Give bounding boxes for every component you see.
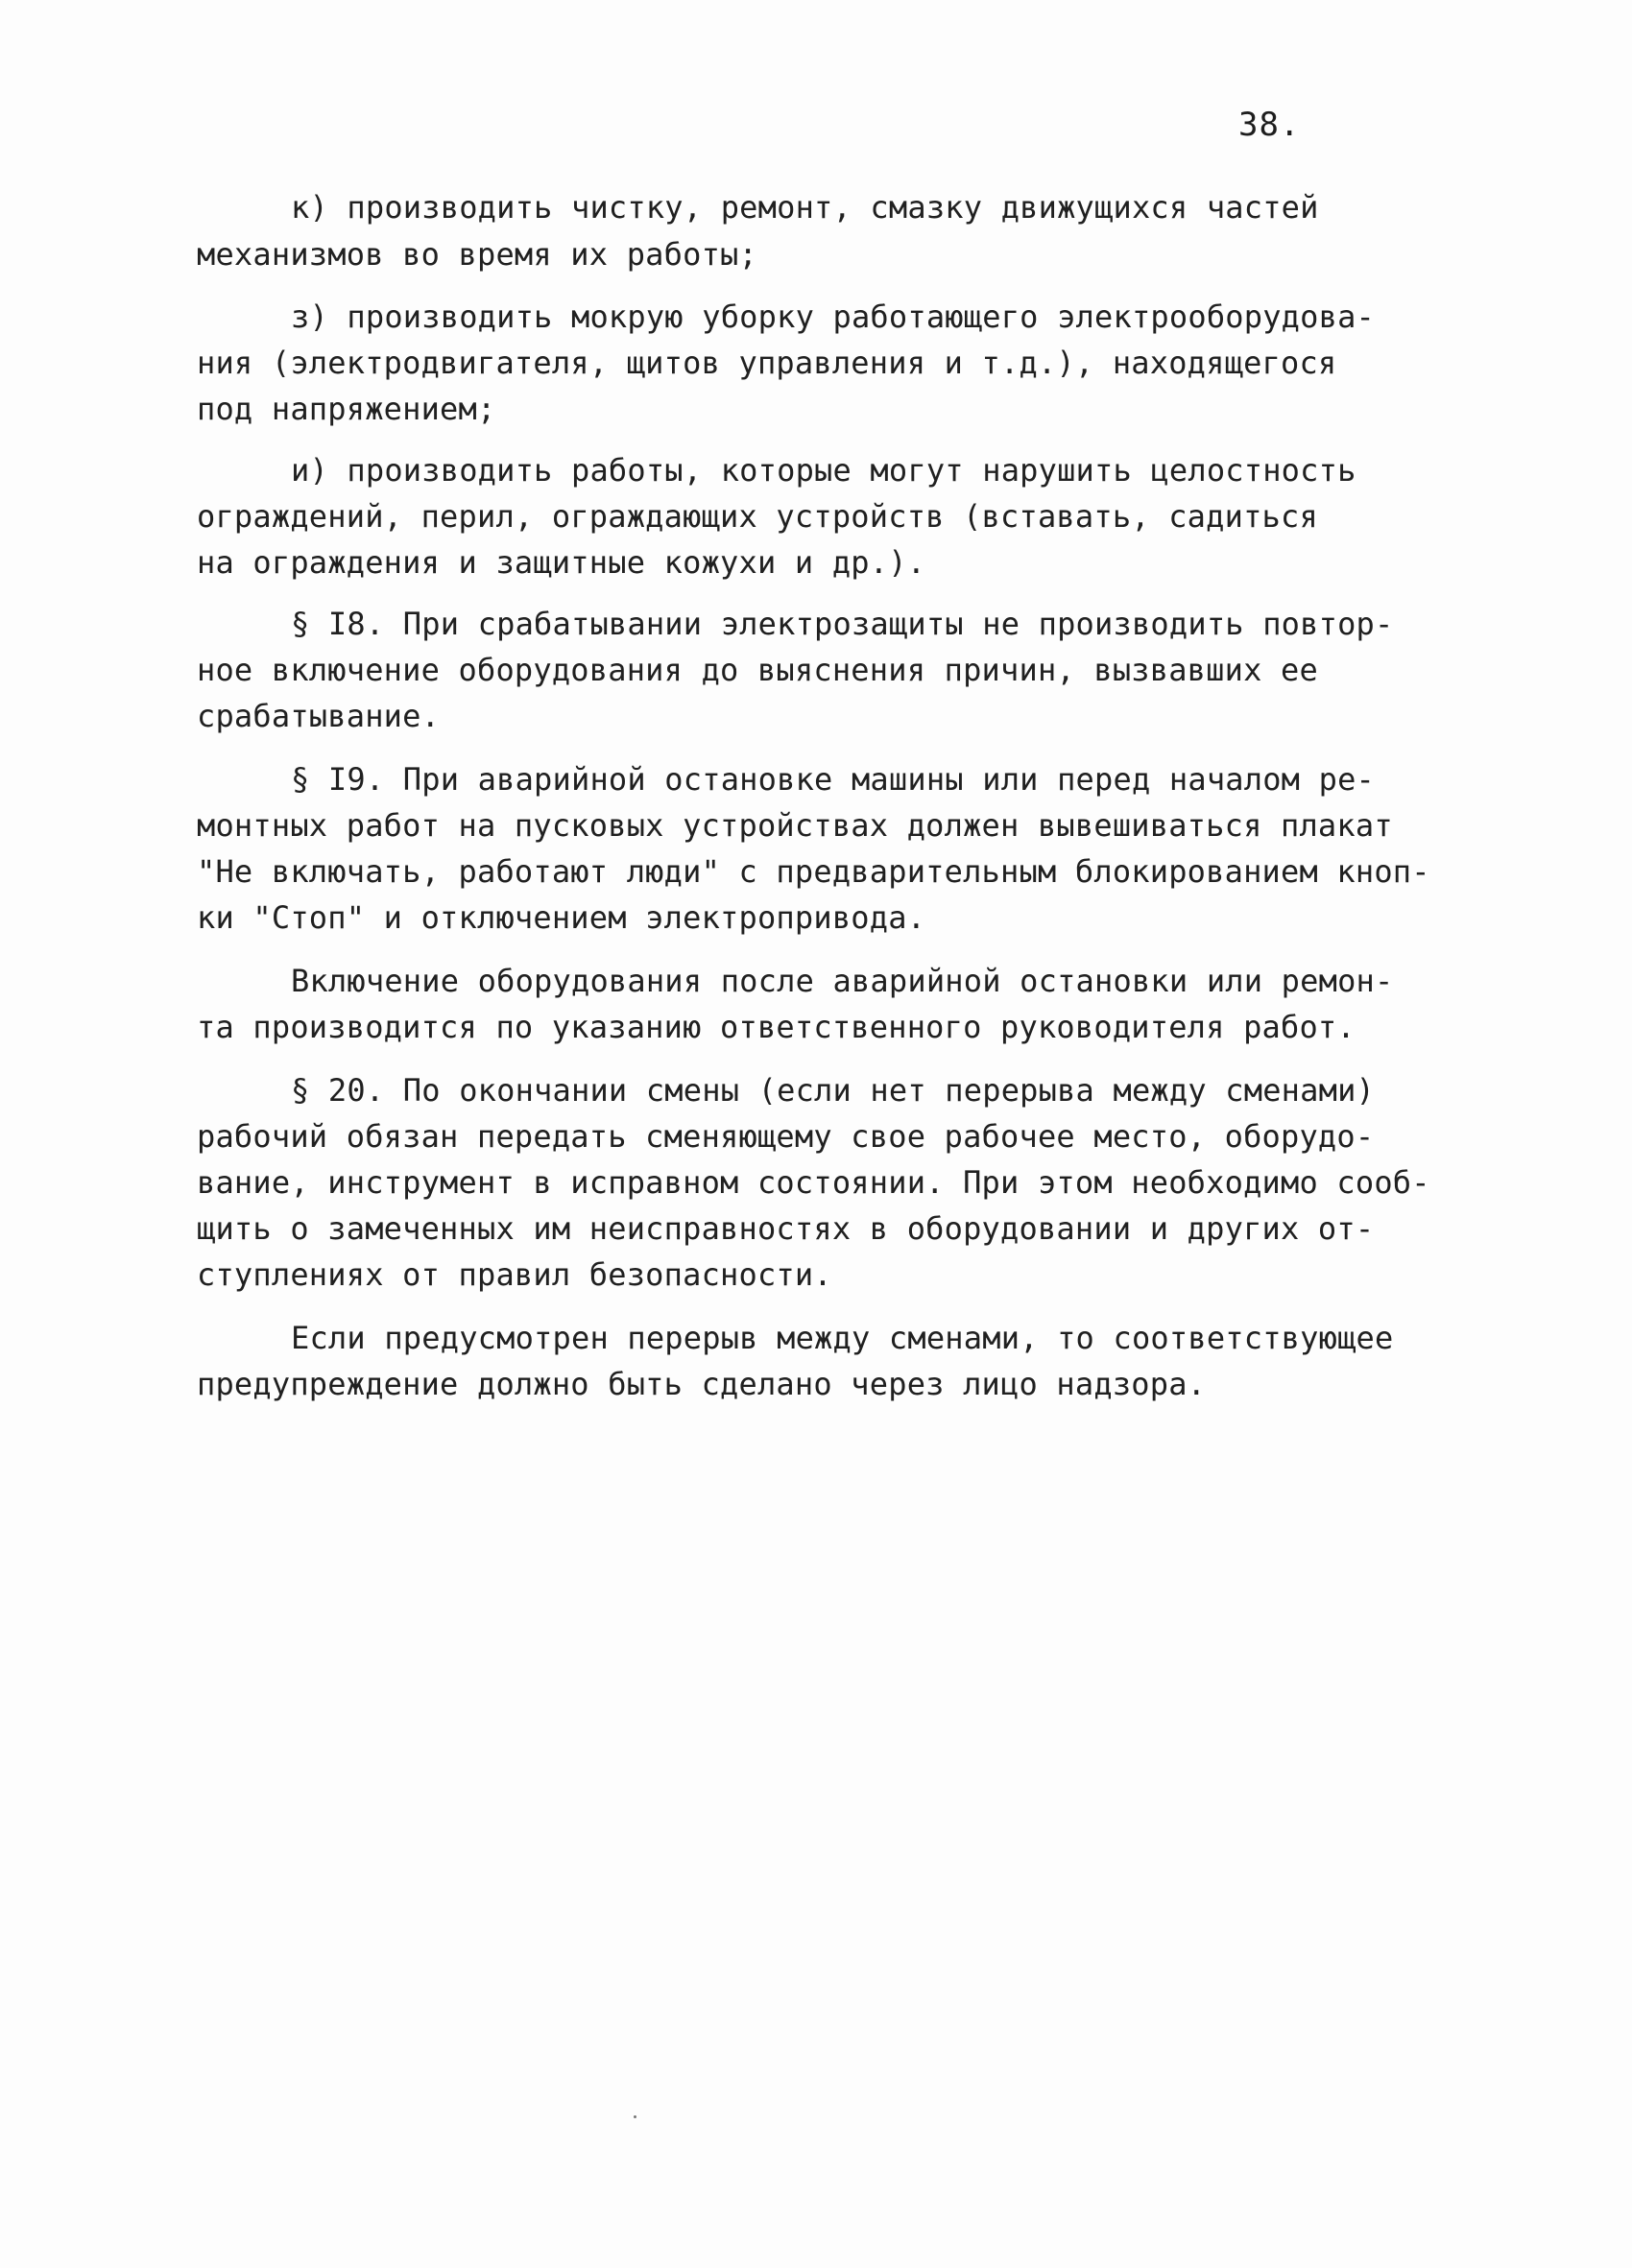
text-line: ступлениях от правил безопасности. — [197, 1256, 832, 1293]
text-line: Если предусмотрен перерыв между сменами, то соответствующее — [291, 1320, 1394, 1356]
text-line: вание, инструмент в исправном состоянии. При этом необходимо сооб- — [197, 1164, 1430, 1201]
text-line: ки "Стоп" и отключением электропривода. — [197, 899, 926, 936]
text-line: з) производить мокрую уборку работающего электрооборудова- — [291, 298, 1376, 335]
text-line: под напряжением; — [197, 391, 496, 427]
text-line: ограждений, перил, ограждающих устройств (вставать, садиться — [197, 498, 1318, 535]
page-number: 38. — [1238, 106, 1301, 144]
text-line: и) производить работы, которые могут нарушить целостность — [291, 452, 1356, 489]
text-line: § I8. При срабатывании электрозащиты не производить повтор- — [291, 606, 1394, 642]
text-line: рабочий обязан передать сменяющему свое рабочее место, оборудо- — [197, 1118, 1375, 1155]
text-line: "Не включать, работают люди" с предварительным блокированием кноп- — [197, 853, 1430, 890]
text-line: монтных работ на пусковых устройствах должен вывешиваться плакат — [197, 807, 1393, 844]
text-line: срабатывание. — [197, 698, 441, 734]
text-line: та производится по указанию ответственного руководителя работ. — [197, 1009, 1356, 1045]
text-line: щить о замеченных им неисправностях в оборудовании и других от- — [197, 1210, 1375, 1247]
text-line: § 20. По окончании смены (если нет перерыва между сменами) — [291, 1072, 1376, 1109]
text-line: ное включение оборудования до выяснения причин, вызвавших ее — [197, 652, 1318, 688]
text-line: на ограждения и защитные кожухи и др.). — [197, 544, 926, 581]
text-line: к) производить чистку, ремонт, смазку движущихся частей — [291, 189, 1319, 226]
text-line: ния (электродвигателя, щитов управления и т.д.), находящегося — [197, 345, 1337, 381]
text-line: предупреждение должно быть сделано через лицо надзора. — [197, 1366, 1207, 1402]
text-line: Включение оборудования после аварийной остановки или ремон- — [291, 963, 1394, 999]
text-line: § I9. При аварийной остановке машины или перед началом ре- — [291, 761, 1376, 798]
scan-speck — [634, 2115, 636, 2118]
text-line: механизмов во время их работы; — [197, 236, 757, 273]
